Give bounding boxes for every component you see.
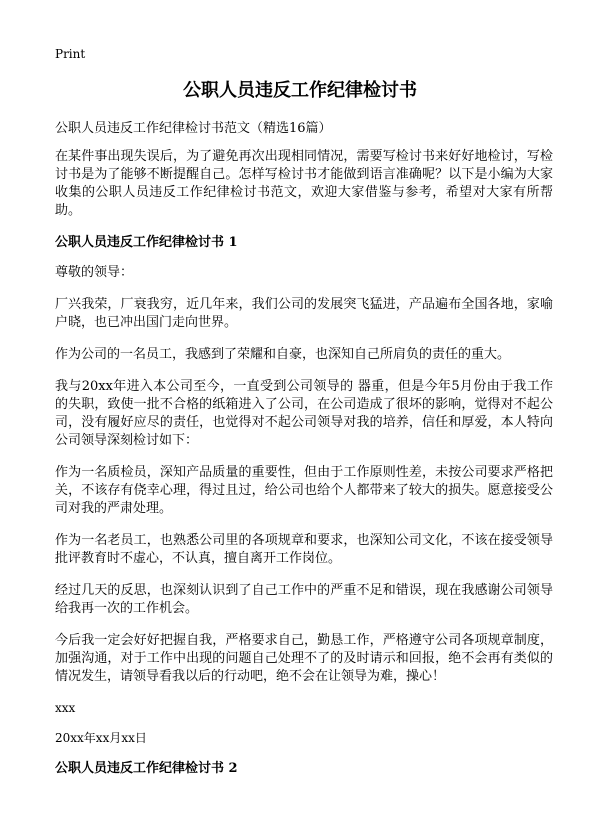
intro-paragraph: 在某件事出现失误后，为了避免再次出现相同情况，需要写检讨书来好好地检讨，写检讨书是为了能够不断提醒自己。怎样写检讨书才能做到语言准确呢？以下是小编为大家收集的公职人员违反工作纪律检讨书范文，欢迎大家借鉴与参考，希望对大家有所帮助。: [55, 149, 553, 218]
page-title: 公职人员违反工作纪律检讨书: [183, 80, 417, 101]
body-paragraph: 作为公司的一名员工，我感到了荣耀和自豪，也深知自己所肩负的责任的重大。: [55, 347, 511, 362]
section-heading-2: 公职人员违反工作纪律检讨书 2: [55, 761, 238, 776]
section-heading-1: 公职人员违反工作纪律检讨书 1: [55, 235, 238, 250]
body-paragraph: 经过几天的反思，也深刻认识到了自己工作中的严重不足和错误，现在我感谢公司领导给我再一次的工作机会。: [55, 583, 553, 616]
greeting: 尊敬的领导：: [55, 265, 134, 280]
body-paragraph: 作为一名老员工，也熟悉公司里的各项规章和要求，也深知公司文化，不该在接受领导批评教育时不虚心，不认真，擅自离开工作岗位。: [55, 533, 553, 566]
signature: xxx: [55, 701, 76, 715]
body-paragraph: 今后我一定会好好把握自我，严格要求自己，勤恳工作，严格遵守公司各项规章制度，加强沟通，对于工作中出现的问题自己处理不了的及时请示和回报，绝不会再有类似的情况发生，请领导看我以后的行动吧，绝不会在让领导为难，操心！: [55, 633, 553, 684]
body-paragraph: 我与20xx年进入本公司至今，一直受到公司领导的 器重，但是今年5月份由于我工作的失职，致使一批不合格的纸箱进入了公司，在公司造成了很坏的影响，觉得对不起公司，没有履好应尽的责任，也觉得对不起公司领导对我的培养，信任和厚爱，本人特向公司领导深刻检讨如下：: [55, 379, 553, 448]
document-subtitle: 公职人员违反工作纪律检讨书范文（精选16篇）: [55, 121, 332, 136]
body-paragraph: 厂兴我荣，厂衰我穷，近几年来，我们公司的发展突飞猛进，产品遍布全国各地，家喻户晓，也已冲出国门走向世界。: [55, 297, 553, 330]
print-link[interactable]: Print: [55, 47, 86, 61]
document-body: [55, 120, 553, 790]
body-paragraph: 作为一名质检员，深知产品质量的重要性，但由于工作原则性差，未按公司要求严格把关，不该存有侥幸心理，得过且过，给公司也给个人都带来了较大的损失。愿意接受公司对我的严肃处理。: [55, 465, 553, 516]
date-line: 20xx年xx月xx日: [55, 731, 147, 745]
